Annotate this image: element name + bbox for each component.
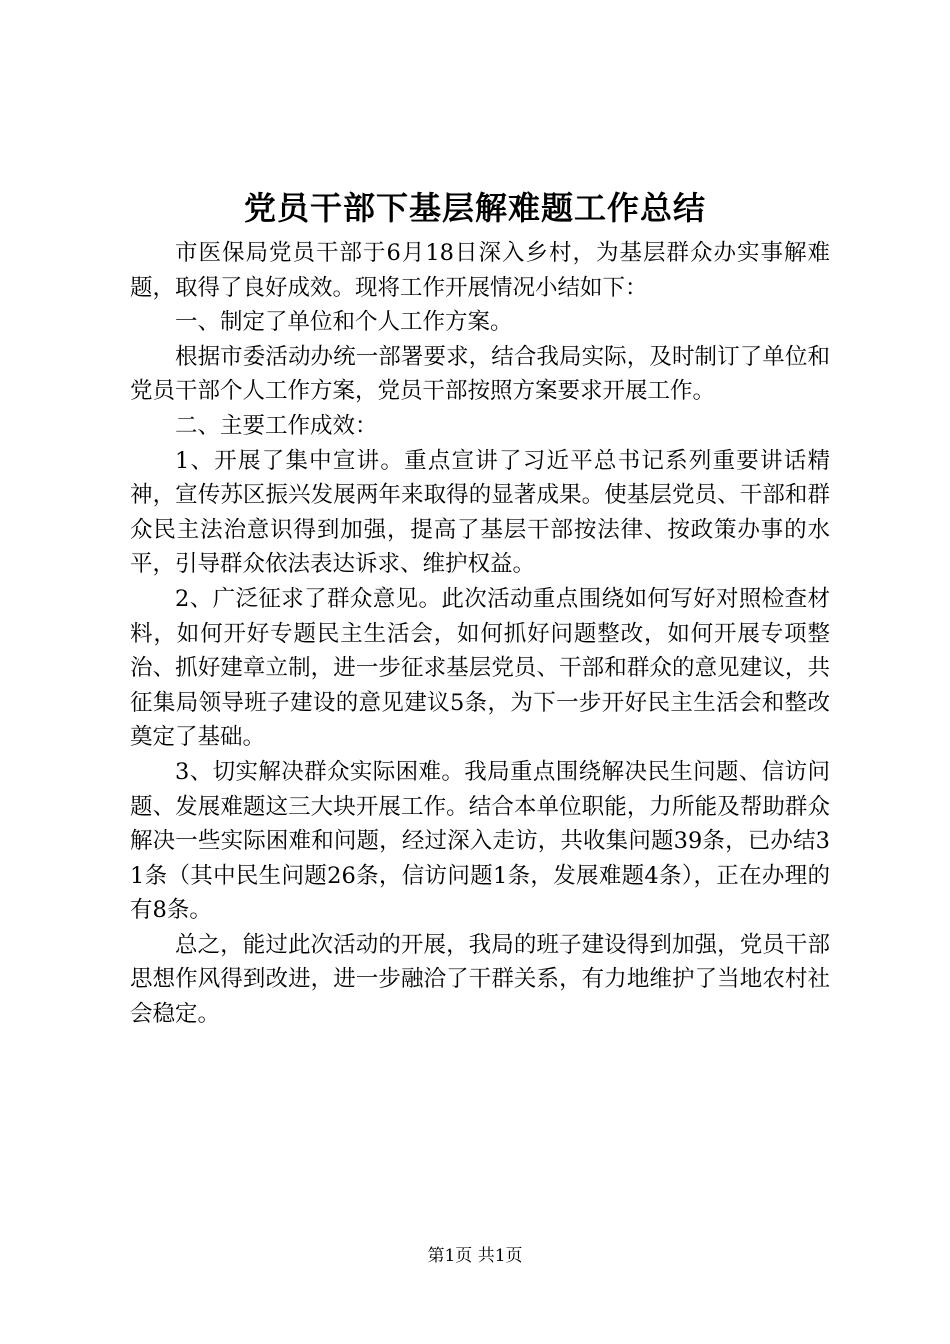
paragraph-intro: 市医保局党员干部于6月18日深入乡村，为基层群众办实事解难题，取得了良好成效。现将工作开展情况小结如下： [130, 240, 830, 301]
page-footer: 第1页 共1页 [427, 1246, 523, 1266]
document-title: 党员干部下基层解难题工作总结 [243, 189, 706, 227]
paragraph-item-2: 2、广泛征求了群众意见。此次活动重点围绕如何写好对照检查材料，如何开好专题民主生活会，如何抓好问题整改，如何开展专项整治、抓好建章立制，进一步征求基层党员、干部和群众的意见建议，共征集局领导班子建设的意见建议5条，为下一步开好民主生活会和整改奠定了基础。 [130, 585, 830, 751]
paragraph-section-2-heading: 二、主要工作成效： [175, 412, 378, 439]
paragraph-section-1-heading: 一、制定了单位和个人工作方案。 [175, 309, 513, 336]
paragraph-item-1: 1、开展了集中宣讲。重点宣讲了习近平总书记系列重要讲话精神，宣传苏区振兴发展两年来取得的显著成果。使基层党员、干部和群众民主法治意识得到加强，提高了基层干部按法律、按政策办事的水平，引导群众依法表达诉求、维护权益。 [130, 447, 830, 578]
document-body [130, 236, 830, 1032]
paragraph-item-3: 3、切实解决群众实际困难。我局重点围绕解决民生问题、信访问题、发展难题这三大块开展工作。结合本单位职能，力所能及帮助群众解决一些实际困难和问题，经过深入走访，共收集问题39条，已办结31条（其中民生问题26条，信访问题1条，发展难题4条），正在办理的有8条。 [130, 758, 830, 924]
paragraph-section-1-body: 根据市委活动办统一部署要求，结合我局实际，及时制订了单位和党员干部个人工作方案，党员干部按照方案要求开展工作。 [130, 343, 830, 405]
paragraph-conclusion: 总之，能过此次活动的开展，我局的班子建设得到加强，党员干部思想作风得到改进，进一步融洽了干群关系，有力地维护了当地农村社会稳定。 [130, 931, 830, 1028]
